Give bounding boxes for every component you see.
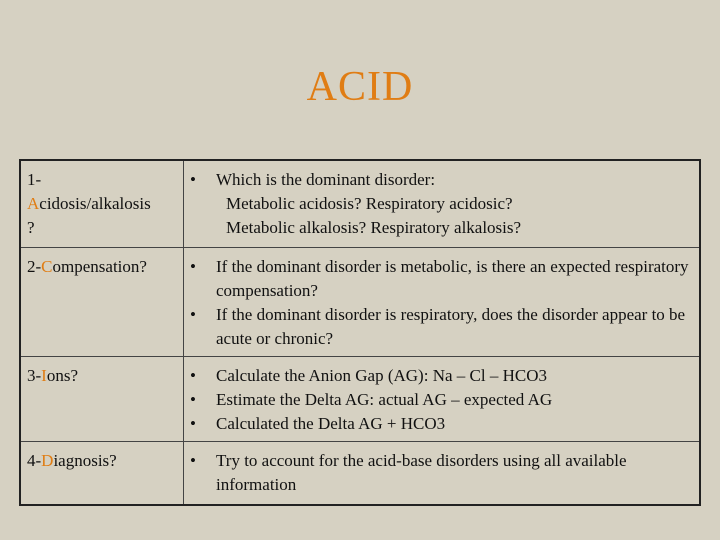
row-label-text: ompensation? <box>52 257 147 276</box>
bullet-item: • Calculate the Anion Gap (AG): Na – Cl – HCO3 <box>190 364 693 388</box>
row-number: 1- <box>27 170 42 189</box>
bullet-item: • Try to account for the acid-base disorders using all available information <box>190 449 693 497</box>
accent-letter: I <box>41 366 47 385</box>
table-row-ions <box>20 357 700 442</box>
bullet-item: • If the dominant disorder is metabolic, is there an expected respiratory compensation? <box>190 255 693 303</box>
row-label-ions <box>20 357 184 442</box>
row-label-text: iagnosis? <box>53 451 117 470</box>
row-label-text: ons? <box>46 366 79 385</box>
accent-letter: A <box>27 194 40 213</box>
bullet-item: • Estimate the Delta AG: actual AG – expected AG <box>190 388 693 412</box>
accent-letter: C <box>41 257 53 276</box>
slide-title: ACID <box>306 64 414 110</box>
row-content-ions <box>184 357 701 442</box>
row-content-acidosis <box>184 160 701 248</box>
row-label-text: cidosis/alkalosis <box>39 194 151 213</box>
bullet-item: • Which is the dominant disorder: <box>190 168 693 192</box>
bullet-item: • If the dominant disorder is respiratory, does the disorder appear to be acute or chronic? <box>190 303 693 351</box>
sub-line: Metabolic acidosis? Respiratory acidosic? <box>226 194 513 213</box>
table-row-diagnosis <box>20 442 700 506</box>
row-label-compensation <box>20 248 184 357</box>
row-label-acidosis <box>20 160 184 248</box>
row-number: 2- <box>27 257 42 276</box>
acid-table <box>19 159 701 506</box>
bullet-item: • Calculated the Delta AG + HCO3 <box>190 412 693 436</box>
row-number: 3- <box>27 366 42 385</box>
row-content-compensation <box>184 248 701 357</box>
sub-line: Metabolic alkalosis? Respiratory alkalosis? <box>226 218 522 237</box>
table-row-acidosis <box>20 160 700 248</box>
row-label-diagnosis <box>20 442 184 506</box>
row-label-extra: ? <box>27 218 35 237</box>
row-content-diagnosis <box>184 442 701 506</box>
accent-letter: D <box>41 451 54 470</box>
table-row-compensation <box>20 248 700 357</box>
row-number: 4- <box>27 451 42 470</box>
